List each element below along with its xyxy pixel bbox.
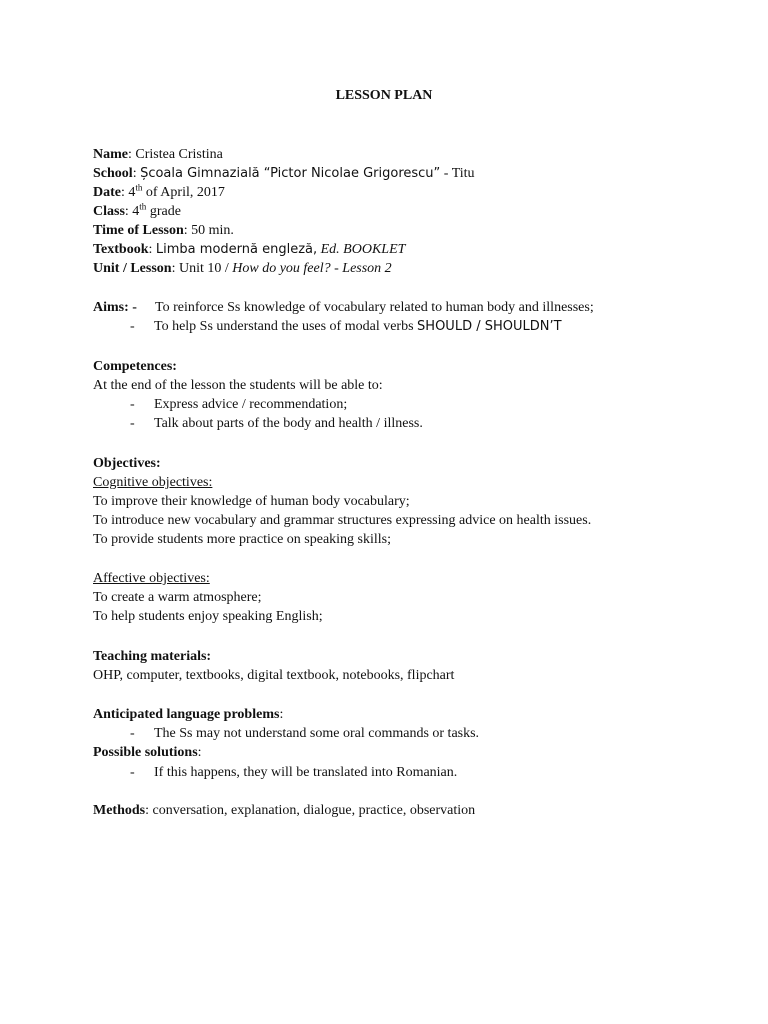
competences-heading: Competences: bbox=[93, 359, 177, 374]
affective-objectives-label: Affective objectives: bbox=[93, 571, 210, 586]
competence-item-text: Talk about parts of the body and health / illness. bbox=[154, 416, 423, 431]
cognitive-objective: To provide students more practice on speaking skills; bbox=[93, 532, 392, 547]
unit-line: Unit / Lesson: Unit 10 / How do you feel? - Lesson 2 bbox=[93, 261, 392, 276]
class-rest: grade bbox=[146, 204, 181, 219]
bullet-dash: - bbox=[130, 319, 135, 334]
class-label: Class bbox=[93, 204, 125, 219]
date-label: Date bbox=[93, 185, 121, 200]
solution-item bbox=[130, 763, 457, 782]
aims-label: Aims: - bbox=[93, 300, 137, 315]
cognitive-objective: To introduce new vocabulary and grammar structures expressing advice on health issues. bbox=[93, 513, 592, 528]
name-value: Cristea Cristina bbox=[135, 147, 223, 162]
affective-objective: To create a warm atmosphere; bbox=[93, 590, 262, 605]
class-line: Class: 4th grade bbox=[93, 201, 181, 219]
problem-item-text: The Ss may not understand some oral commands or tasks. bbox=[154, 726, 480, 741]
cognitive-objective: To improve their knowledge of human body vocabulary; bbox=[93, 494, 410, 509]
aims-line-1 bbox=[93, 298, 594, 317]
date-suffix: th bbox=[135, 182, 143, 193]
school-value: Școala Gimnazială “Pictor Nicolae Grigorescu” bbox=[140, 166, 441, 181]
materials-value: OHP, computer, textbooks, digital textbook, notebooks, flipchart bbox=[93, 668, 455, 683]
problems-heading-line: Anticipated language problems: bbox=[93, 707, 284, 722]
textbook-edition: Ed. BOOKLET bbox=[320, 242, 406, 257]
objectives-heading: Objectives: bbox=[93, 456, 161, 471]
aims-item-2: To help Ss understand the uses of modal verbs bbox=[154, 319, 414, 334]
bullet-dash: - bbox=[130, 416, 135, 431]
bullet-dash: - bbox=[130, 726, 135, 741]
page-title: LESSON PLAN bbox=[335, 88, 433, 103]
school-line: School: Școala Gimnazială “Pictor Nicolae Grigorescu” - Titu bbox=[93, 166, 475, 181]
time-label: Time of Lesson bbox=[93, 223, 184, 238]
class-num: 4 bbox=[132, 204, 140, 219]
unit-label: Unit / Lesson bbox=[93, 261, 172, 276]
textbook-value: Limba modernă engleză, bbox=[155, 242, 318, 257]
date-day: 4 bbox=[128, 185, 136, 200]
date-rest: of April, 2017 bbox=[142, 185, 225, 200]
methods-label: Methods bbox=[93, 803, 146, 818]
competences-intro: At the end of the lesson the students will be able to: bbox=[93, 378, 383, 393]
affective-objective: To help students enjoy speaking English; bbox=[93, 609, 323, 624]
school-suffix: - Titu bbox=[440, 166, 475, 181]
problems-heading: Anticipated language problems bbox=[93, 707, 280, 722]
aims-item-1: To reinforce Ss knowledge of vocabulary related to human body and illnesses; bbox=[155, 300, 594, 315]
bullet-dash: - bbox=[130, 765, 135, 780]
time-line: Time of Lesson: 50 min. bbox=[93, 223, 234, 238]
class-suffix: th bbox=[139, 201, 147, 212]
aims-item-2-code: SHOULD / SHOULDN’T bbox=[417, 319, 562, 334]
competence-item bbox=[130, 395, 347, 414]
competence-item bbox=[130, 414, 423, 433]
cognitive-objectives-label: Cognitive objectives: bbox=[93, 475, 213, 490]
unit-lesson: How do you feel? - Lesson 2 bbox=[232, 261, 392, 276]
solution-item-text: If this happens, they will be translated into Romanian. bbox=[154, 765, 458, 780]
problem-item bbox=[130, 724, 479, 743]
solutions-heading-line: Possible solutions: bbox=[93, 745, 202, 760]
methods-value: conversation, explanation, dialogue, practice, observation bbox=[152, 803, 476, 818]
textbook-label: Textbook bbox=[93, 242, 149, 257]
solutions-heading: Possible solutions bbox=[93, 745, 198, 760]
name-line: Name: Cristea Cristina bbox=[93, 147, 223, 162]
school-label: School bbox=[93, 166, 133, 181]
aims-line-2 bbox=[130, 317, 562, 336]
time-value: 50 min. bbox=[191, 223, 234, 238]
methods-line: Methods: conversation, explanation, dialogue, practice, observation bbox=[93, 803, 476, 818]
textbook-line: Textbook: Limba modernă engleză, Ed. BOOKLET bbox=[93, 242, 406, 257]
bullet-dash: - bbox=[130, 397, 135, 412]
materials-heading: Teaching materials: bbox=[93, 649, 212, 664]
unit-value: Unit 10 / bbox=[178, 261, 229, 276]
name-label: Name bbox=[93, 147, 128, 162]
competence-item-text: Express advice / recommendation; bbox=[154, 397, 348, 412]
date-line: Date: 4th of April, 2017 bbox=[93, 182, 225, 200]
